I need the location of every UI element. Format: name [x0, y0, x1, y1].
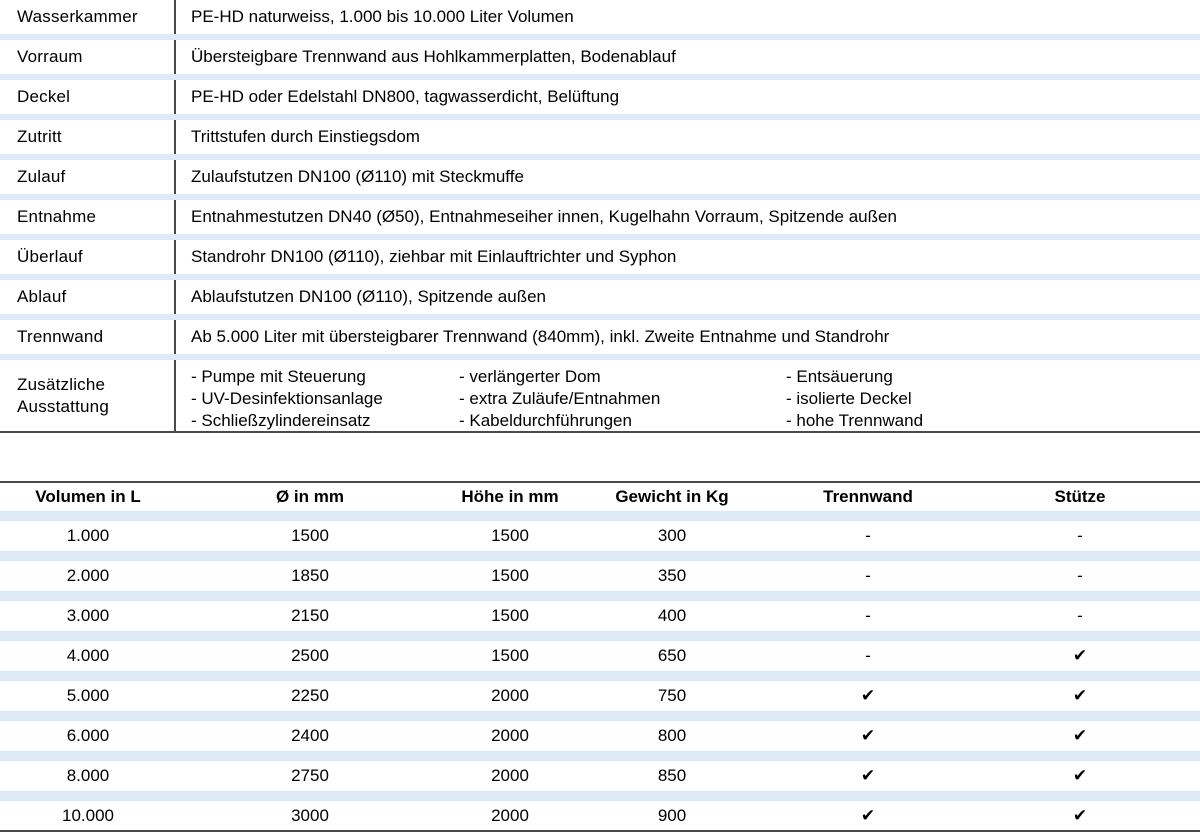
spec-label: Ablauf [0, 280, 176, 314]
cell-stuetze: - [1077, 566, 1083, 585]
cell-durchmesser: 2250 [291, 686, 329, 705]
extras-list [176, 360, 1200, 431]
spec-label: Überlauf [0, 240, 176, 274]
spec-value: PE-HD oder Edelstahl DN800, tagwasserdicht, Belüftung [191, 87, 620, 106]
cell-durchmesser: 1850 [291, 566, 329, 585]
cell-volumen: 8.000 [66, 766, 110, 785]
extras-column-2 [459, 366, 660, 432]
checkmark-icon: ✔ [1072, 646, 1088, 665]
cell-hoehe: 1500 [491, 606, 529, 625]
cell-trennwand: - [865, 526, 871, 545]
header-volumen: Volumen in L [35, 487, 141, 506]
checkmark-icon: ✔ [1072, 766, 1088, 785]
row-divider [0, 551, 1200, 561]
checkmark-icon: ✔ [860, 766, 876, 785]
row-divider [0, 511, 1200, 521]
cell-volumen: 3.000 [66, 606, 110, 625]
spec-label: Zutritt [0, 120, 176, 154]
spec-label: Entnahme [0, 200, 176, 234]
row-divider [0, 591, 1200, 601]
spec-value: Zulaufstutzen DN100 (Ø110) mit Steckmuffe [191, 167, 524, 186]
table-row [0, 601, 1200, 631]
cell-hoehe: 2000 [491, 686, 529, 705]
extras-item: - extra Zuläufe/Entnahmen [459, 389, 661, 408]
checkmark-icon: ✔ [1072, 686, 1088, 705]
table-row [0, 521, 1200, 551]
cell-gewicht: 350 [657, 566, 687, 585]
extras-item: - hohe Trennwand [786, 411, 924, 430]
spec-value: Ablaufstutzen DN100 (Ø110), Spitzende außen [191, 287, 547, 306]
cell-durchmesser: 3000 [291, 806, 329, 825]
cell-durchmesser: 2400 [291, 726, 329, 745]
spec-value: Standrohr DN100 (Ø110), ziehbar mit Einlauftrichter und Syphon [191, 247, 677, 266]
spec-row-zutritt [0, 114, 1200, 154]
cell-gewicht: 850 [657, 766, 687, 785]
cell-stuetze: - [1077, 526, 1083, 545]
cell-hoehe: 1500 [491, 566, 529, 585]
extras-item: - Kabeldurchführungen [459, 411, 632, 430]
row-divider [0, 671, 1200, 681]
cell-hoehe: 2000 [491, 806, 529, 825]
cell-gewicht: 400 [657, 606, 687, 625]
spec-label: Trennwand [0, 320, 176, 354]
spec-row-zulauf [0, 154, 1200, 194]
spec-value: Ab 5.000 Liter mit übersteigbarer Trennwand (840mm), inkl. Zweite Entnahme und Standrohr [191, 327, 890, 346]
spec-row-trennwand [0, 314, 1200, 354]
spec-label-line: Ausstattung [17, 396, 109, 416]
cell-durchmesser: 2500 [291, 646, 329, 665]
cell-volumen: 2.000 [66, 566, 110, 585]
cell-gewicht: 800 [657, 726, 687, 745]
spec-row-wasserkammer [0, 0, 1200, 34]
extras-item: - verlängerter Dom [459, 367, 601, 386]
row-divider [0, 751, 1200, 761]
spec-value: PE-HD naturweiss, 1.000 bis 10.000 Liter Volumen [191, 7, 574, 26]
spec-label [0, 360, 176, 431]
spec-value: Trittstufen durch Einstiegsdom [191, 127, 420, 146]
extras-item: - Entsäuerung [786, 367, 893, 386]
row-divider [0, 631, 1200, 641]
table-header-row [0, 483, 1200, 511]
header-hoehe: Höhe in mm [461, 487, 559, 506]
cell-volumen: 10.000 [62, 806, 114, 825]
spec-label: Vorraum [0, 40, 176, 74]
cell-trennwand: - [865, 566, 871, 585]
table-row [0, 641, 1200, 671]
table-row [0, 681, 1200, 711]
checkmark-icon: ✔ [1072, 806, 1088, 825]
table-row [0, 561, 1200, 591]
cell-stuetze: - [1077, 606, 1083, 625]
extras-item: - isolierte Deckel [786, 389, 912, 408]
extras-item: - Pumpe mit Steuerung [191, 367, 366, 386]
table-row [0, 801, 1200, 831]
table-row [0, 721, 1200, 751]
cell-volumen: 6.000 [66, 726, 110, 745]
table-row [0, 761, 1200, 791]
spec-value: Übersteigbare Trennwand aus Hohlkammerplatten, Bodenablauf [191, 47, 676, 66]
cell-volumen: 5.000 [66, 686, 110, 705]
checkmark-icon: ✔ [860, 806, 876, 825]
spec-row-ueberlauf [0, 234, 1200, 274]
cell-durchmesser: 2750 [291, 766, 329, 785]
spec-value: Entnahmestutzen DN40 (Ø50), Entnahmeseiher innen, Kugelhahn Vorraum, Spitzende außen [191, 207, 897, 226]
header-trennwand: Trennwand [823, 487, 913, 506]
header-stuetze: Stütze [1054, 487, 1106, 506]
spec-row-vorraum [0, 34, 1200, 74]
cell-trennwand: - [865, 606, 871, 625]
cell-hoehe: 1500 [491, 646, 529, 665]
extras-item: - Schließzylindereinsatz [191, 411, 371, 430]
spec-label-line: Zusätzliche [17, 374, 106, 394]
row-divider [0, 711, 1200, 721]
cell-hoehe: 2000 [491, 726, 529, 745]
cell-gewicht: 750 [657, 686, 687, 705]
extras-column-1 [191, 366, 383, 432]
cell-durchmesser: 2150 [291, 606, 329, 625]
spec-row-deckel [0, 74, 1200, 114]
spec-row-ablauf [0, 274, 1200, 314]
checkmark-icon: ✔ [860, 726, 876, 745]
cell-gewicht: 300 [657, 526, 687, 545]
cell-volumen: 1.000 [66, 526, 110, 545]
spec-row-zusaetzliche-ausstattung [0, 354, 1200, 431]
extras-column-3 [786, 366, 923, 432]
row-divider [0, 791, 1200, 801]
cell-hoehe: 2000 [491, 766, 529, 785]
checkmark-icon: ✔ [860, 686, 876, 705]
cell-trennwand: - [865, 646, 871, 665]
spec-label: Deckel [0, 80, 176, 114]
dimensions-table [0, 481, 1200, 832]
cell-gewicht: 900 [657, 806, 687, 825]
cell-durchmesser: 1500 [291, 526, 329, 545]
cell-hoehe: 1500 [491, 526, 529, 545]
header-gewicht: Gewicht in Kg [615, 487, 729, 506]
spec-row-entnahme [0, 194, 1200, 234]
header-durchmesser: Ø in mm [275, 487, 344, 506]
cell-gewicht: 650 [657, 646, 687, 665]
cell-volumen: 4.000 [66, 646, 110, 665]
checkmark-icon: ✔ [1072, 726, 1088, 745]
extras-item: - UV-Desinfektionsanlage [191, 389, 383, 408]
spec-label: Wasserkammer [0, 0, 176, 34]
spec-label: Zulauf [0, 160, 176, 194]
